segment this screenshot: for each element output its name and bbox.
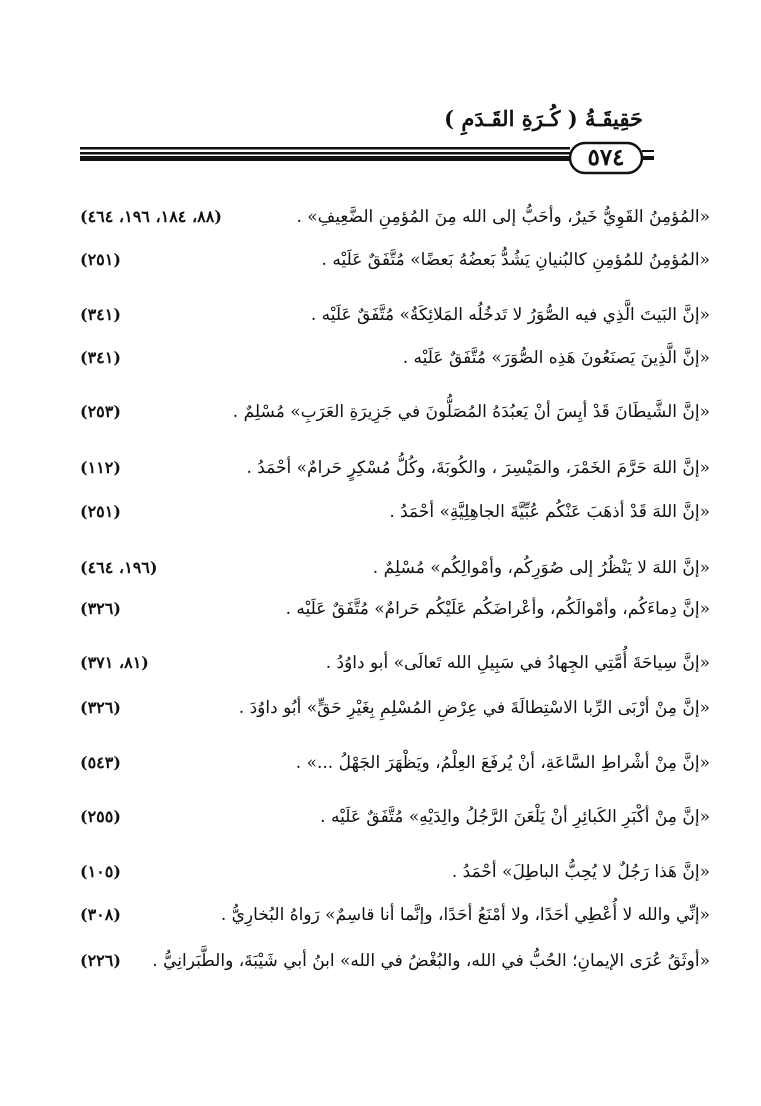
page-reference: (٢٥١) xyxy=(80,502,121,521)
hadith-entry xyxy=(60,748,710,778)
page-number: ٥٧٤ xyxy=(587,144,625,171)
header-rule xyxy=(0,0,761,200)
page-reference: (١١٢) xyxy=(80,458,121,477)
hadith-entry xyxy=(60,245,710,275)
page-reference: (٣٢٦) xyxy=(80,698,121,717)
hadith-text: «إنَّ مِنْ أشْراطِ السَّاعَةِ، أنْ يُرفَعَ العِلْمُ، ويَظْهَرَ الجَهْلُ ...» . xyxy=(295,753,710,773)
page-reference: (٣٢٦) xyxy=(80,599,121,618)
hadith-entry xyxy=(60,453,710,483)
hadith-entry xyxy=(60,397,710,427)
hadith-text: «أوثَقُ عُرَى الإيمانِ؛ الحُبُّ في الله، والبُغْضُ في الله» ابنُ أبي شَيْبَةَ، والطَّبَرانِيُّ . xyxy=(152,951,710,971)
hadith-entry xyxy=(60,946,710,976)
hadith-text: «إنَّ البَيتَ الَّذِي فيه الصُّوَرُ لا تَدخُلُه المَلائِكَةُ» مُتَّفَقٌ عَلَيْه . xyxy=(310,305,710,325)
running-title: حَقِيقَـةُ ( كُـرَةِ القَـدَمِ ) xyxy=(444,106,643,131)
page-reference: (١٩٦، ٤٦٤) xyxy=(80,558,158,577)
hadith-entry xyxy=(60,553,710,583)
hadith-entry xyxy=(60,497,710,527)
hadith-text: «إنِّي والله لا أُعْطِي أحَدًا، ولا أمْنَعُ أحَدًا، وإنَّما أنا قاسِمٌ» رَواهُ البُخارِيُّ . xyxy=(220,905,710,925)
hadith-entry xyxy=(60,900,710,930)
page-reference: (٢٥٣) xyxy=(80,402,121,421)
page-reference: (٢٥١) xyxy=(80,250,121,269)
hadith-text: «إنَّ اللهَ لا يَنْظُرُ إلى صُوَرِكُم، وأمْوالِكُم» مُسْلِمٌ . xyxy=(372,558,710,578)
page-reference: (٨١، ٣٧١) xyxy=(80,653,149,672)
hadith-entry xyxy=(60,693,710,723)
hadith-entry xyxy=(60,648,710,678)
hadith-entry xyxy=(60,594,710,624)
hadith-entry xyxy=(60,802,710,832)
page-reference: (١٠٥) xyxy=(80,862,121,881)
hadith-text: «المُؤمِنُ القَوِيُّ خَيرٌ، وأحَبُّ إلى الله مِنَ المُؤمِنِ الضَّعِيفِ» . xyxy=(296,207,710,227)
hadith-text: «إنَّ اللهَ حَرَّمَ الخَمْرَ، والمَيْسِرَ ، والكُوبَةَ، وكُلُّ مُسْكِرٍ حَرامٌ» أحْمَدُ . xyxy=(246,458,710,478)
hadith-text: «إنَّ مِنْ أرْبَى الرِّبا الاسْتِطالَةَ في عِرْضِ المُسْلِمِ بِغَيْرِ حَقٍّ» أبُو داوُدَ . xyxy=(238,698,710,718)
hadith-text: «إنَّ سِياحَةَ أُمَّتِي الجِهادُ في سَبِيلِ الله تَعالَى» أبو داوُدُ . xyxy=(325,653,710,673)
hadith-text: «المُؤمِنُ للمُؤمِنِ كالبُنيانِ يَشُدُّ بَعضُهُ بَعضًا» مُتَّفَقٌ عَلَيْه . xyxy=(321,250,710,270)
header-rule-lines xyxy=(80,147,654,161)
hadith-entry xyxy=(60,300,710,330)
hadith-entry xyxy=(60,857,710,887)
page-reference: (٥٤٣) xyxy=(80,753,121,772)
page-reference: (٢٥٥) xyxy=(80,807,121,826)
hadith-entry xyxy=(60,202,710,232)
hadith-entry xyxy=(60,343,710,373)
page-reference: (٨٨، ١٨٤، ١٩٦، ٤٦٤) xyxy=(80,207,222,226)
page-reference: (٢٢٦) xyxy=(80,951,121,970)
hadith-text: «إنَّ مِنْ أكْبَرِ الكَبائِرِ أنْ يَلْعَنَ الرَّجُلُ والِدَيْهِ» مُتَّفَقٌ عَلَيْه . xyxy=(320,807,710,827)
hadith-text: «إنَّ هَذا رَجُلٌ لا يُحِبُّ الباطِلَ» أحْمَدُ . xyxy=(451,862,710,882)
page-reference: (٣٤١) xyxy=(80,348,121,367)
page-reference: (٣٤١) xyxy=(80,305,121,324)
hadith-text: «إنَّ دِماءَكُم، وأمْوالَكُم، وأعْراضَكُم عَلَيْكُم حَرامٌ» مُتَّفَقٌ عَلَيْه . xyxy=(285,599,710,619)
hadith-text: «إنَّ اللهَ قَدْ أذهَبَ عَنْكُم عُبِّيَّةَ الجاهِلِيَّةِ» أحْمَدُ . xyxy=(389,502,710,522)
page-reference: (٣٠٨) xyxy=(80,905,121,924)
hadith-text: «إنَّ الشَّيطَانَ قَدْ أيِسَ أنْ يَعبُدَهُ المُصَلُّونَ في جَزِيرَةِ العَرَبِ» مُسْلِمٌ . xyxy=(232,402,710,422)
hadith-text: «إنَّ الَّذِينَ يَصنَعُونَ هَذِه الصُّوَرَ» مُتَّفَقٌ عَلَيْه . xyxy=(402,348,710,368)
